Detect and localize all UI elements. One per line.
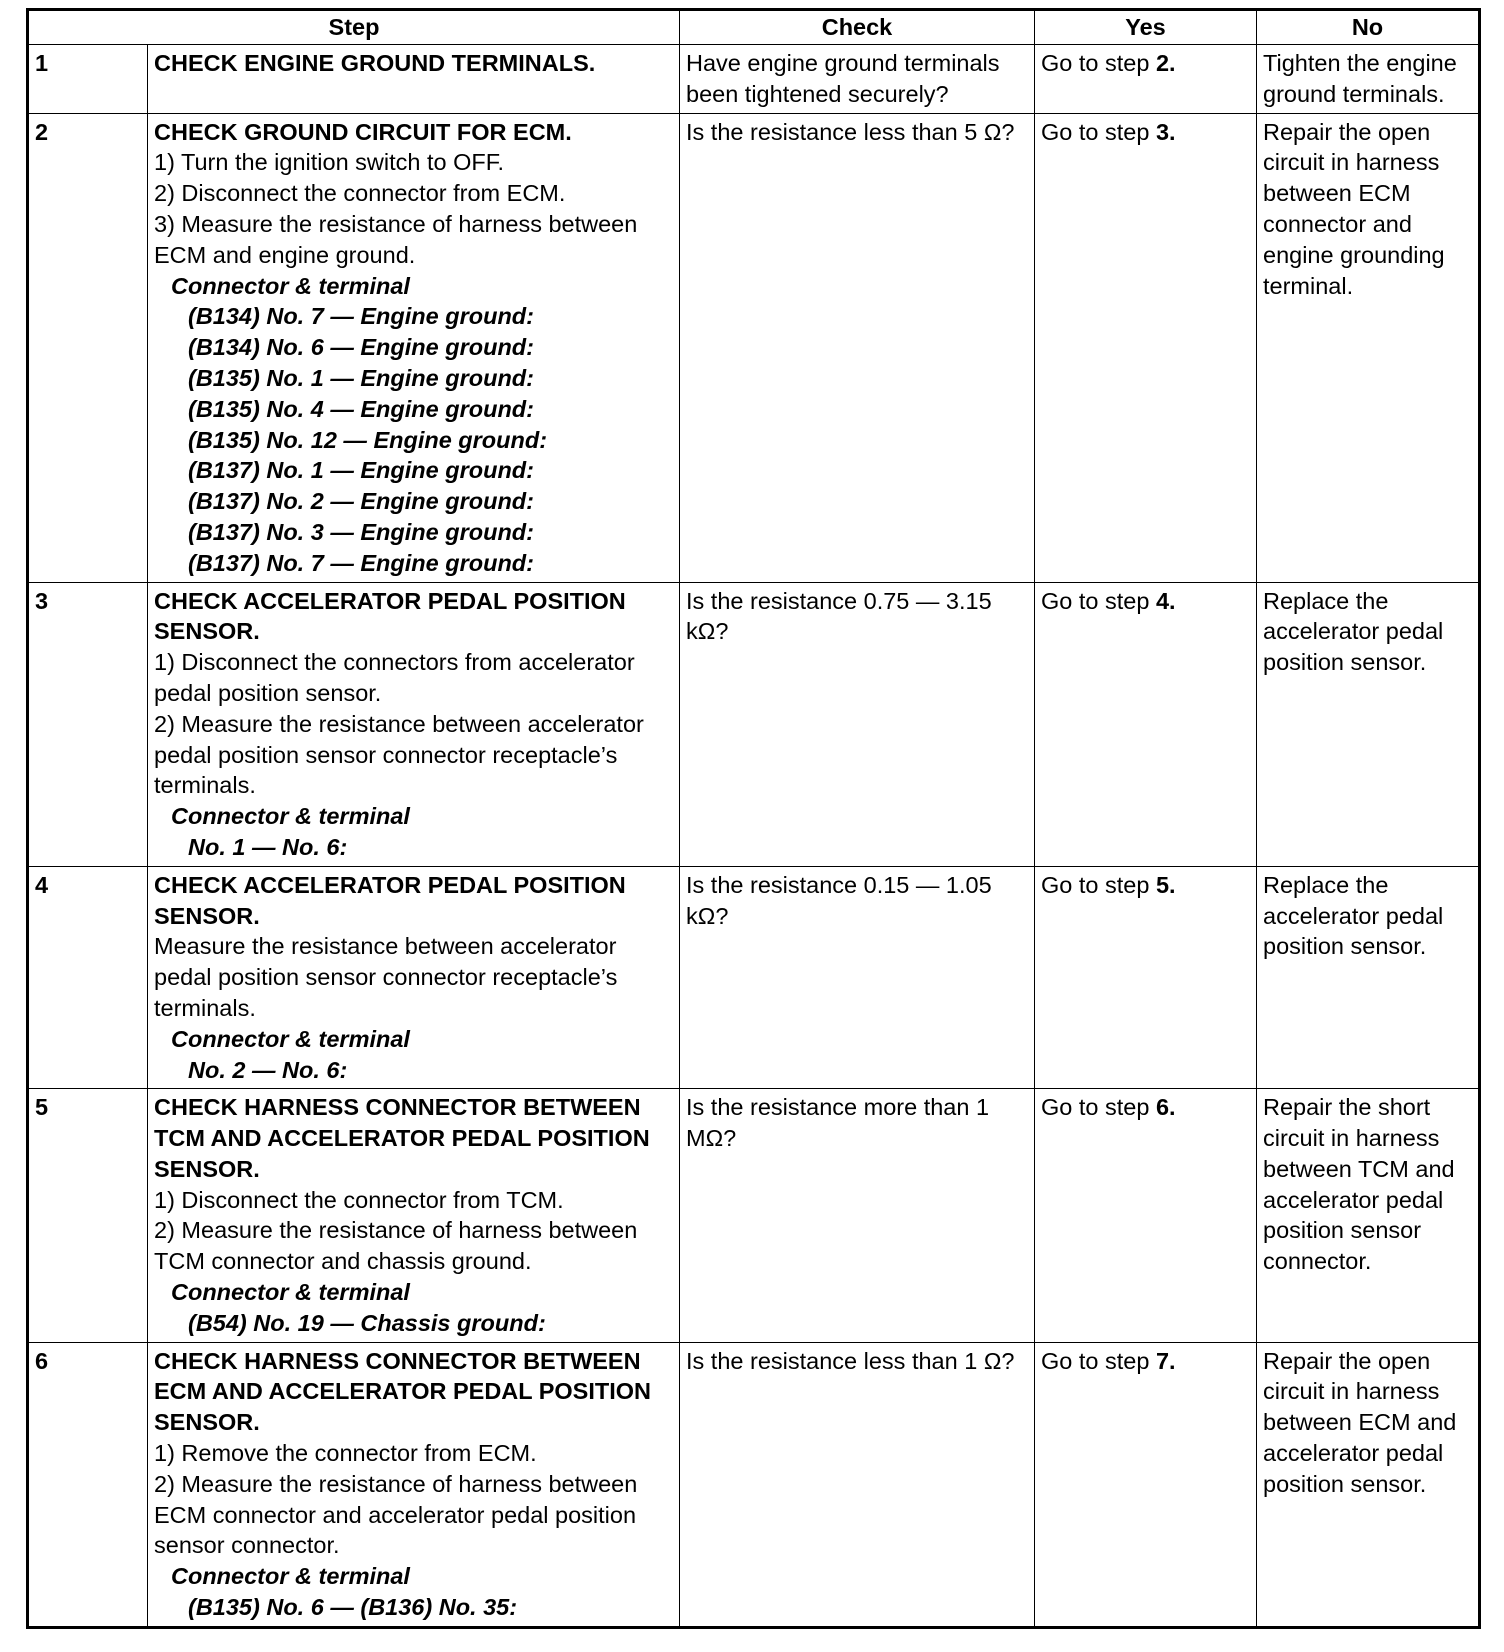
step-number: 5 xyxy=(28,1089,148,1342)
terminal-spec: No. 1 — No. 6: xyxy=(188,833,348,860)
no-action: Repair the short circuit in harness between TCM and accelerator pedal position sensor connector. xyxy=(1257,1089,1480,1342)
terminal-spec: (B137) No. 1 — Engine ground: xyxy=(188,457,534,484)
step-description xyxy=(148,113,680,582)
table-row xyxy=(28,45,1480,114)
step-title: CHECK GROUND CIRCUIT FOR ECM. xyxy=(154,118,572,145)
yes-action xyxy=(1035,45,1257,114)
step-instruction: 2) Measure the resistance of harness between TCM connector and chassis ground. xyxy=(154,1217,638,1275)
terminal-spec: (B137) No. 2 — Engine ground: xyxy=(188,488,534,515)
header-no: No xyxy=(1257,10,1480,45)
header-check: Check xyxy=(680,10,1035,45)
step-title: CHECK ACCELERATOR PEDAL POSITION SENSOR. xyxy=(154,871,626,929)
terminal-spec: (B135) No. 12 — Engine ground: xyxy=(188,426,548,453)
no-action: Repair the open circuit in harness between ECM connector and engine grounding terminal. xyxy=(1257,113,1480,582)
yes-step-number: 7. xyxy=(1155,1347,1176,1374)
connector-heading: Connector & terminal xyxy=(171,272,410,299)
check-question: Have engine ground terminals been tightened securely? xyxy=(680,45,1035,114)
yes-prefix: Go to step xyxy=(1041,587,1150,614)
no-action: Replace the accelerator pedal position sensor. xyxy=(1257,582,1480,866)
yes-step-number: 4. xyxy=(1155,587,1176,614)
terminal-spec: (B137) No. 3 — Engine ground: xyxy=(188,518,534,545)
yes-step-number: 2. xyxy=(1155,50,1176,76)
header-row xyxy=(28,10,1480,45)
step-title: CHECK ENGINE GROUND TERMINALS. xyxy=(154,50,596,76)
yes-action xyxy=(1035,866,1257,1089)
terminal-spec: (B54) No. 19 — Chassis ground: xyxy=(188,1309,546,1336)
step-title: CHECK ACCELERATOR PEDAL POSITION SENSOR. xyxy=(154,587,626,645)
step-description xyxy=(148,1342,680,1627)
yes-prefix: Go to step xyxy=(1041,1094,1150,1121)
yes-step-number: 5. xyxy=(1155,871,1176,898)
header-yes: Yes xyxy=(1035,10,1257,45)
step-instruction: 2) Measure the resistance between accelerator pedal position sensor connector receptacle’s terminals. xyxy=(154,710,644,799)
table-row xyxy=(28,1342,1480,1627)
yes-prefix: Go to step xyxy=(1041,118,1150,145)
yes-step-number: 6. xyxy=(1155,1094,1176,1121)
no-action: Repair the open circuit in harness between ECM and accelerator pedal position sensor. xyxy=(1257,1342,1480,1627)
yes-prefix: Go to step xyxy=(1041,871,1150,898)
terminal-spec: (B137) No. 7 — Engine ground: xyxy=(188,549,534,576)
header-step: Step xyxy=(28,10,680,45)
table-row xyxy=(28,582,1480,866)
step-number: 2 xyxy=(28,113,148,582)
yes-step-number: 3. xyxy=(1155,118,1176,145)
step-title: CHECK HARNESS CONNECTOR BETWEEN TCM AND ACCELERATOR PEDAL POSITION SENSOR. xyxy=(154,1094,650,1182)
step-instruction: 1) Disconnect the connector from TCM. xyxy=(154,1186,564,1213)
check-question: Is the resistance less than 5 Ω? xyxy=(680,113,1035,582)
yes-prefix: Go to step xyxy=(1041,50,1150,76)
table-row xyxy=(28,1089,1480,1342)
yes-action xyxy=(1035,1342,1257,1627)
yes-action xyxy=(1035,113,1257,582)
no-action: Replace the accelerator pedal position sensor. xyxy=(1257,866,1480,1089)
terminal-spec: No. 2 — No. 6: xyxy=(188,1056,348,1083)
yes-action xyxy=(1035,582,1257,866)
step-description xyxy=(148,1089,680,1342)
connector-heading: Connector & terminal xyxy=(171,803,410,830)
step-description xyxy=(148,866,680,1089)
step-instruction: 2) Disconnect the connector from ECM. xyxy=(154,180,566,207)
terminal-spec: (B135) No. 4 — Engine ground: xyxy=(188,395,534,422)
connector-heading: Connector & terminal xyxy=(171,1025,410,1052)
step-instruction: 2) Measure the resistance of harness between ECM connector and accelerator pedal position sensor connector. xyxy=(154,1470,638,1559)
terminal-spec: (B135) No. 6 — (B136) No. 35: xyxy=(188,1594,518,1621)
table-row xyxy=(28,113,1480,582)
check-question: Is the resistance 0.75 — 3.15 kΩ? xyxy=(680,582,1035,866)
table-row xyxy=(28,866,1480,1089)
check-question: Is the resistance less than 1 Ω? xyxy=(680,1342,1035,1627)
no-action: Tighten the engine ground terminals. xyxy=(1257,45,1480,114)
step-description xyxy=(148,45,680,114)
step-description xyxy=(148,582,680,866)
step-instruction: Measure the resistance between accelerator pedal position sensor connector receptacle’s terminals. xyxy=(154,933,618,1021)
step-number: 1 xyxy=(28,45,148,114)
step-number: 6 xyxy=(28,1342,148,1627)
step-instruction: 3) Measure the resistance of harness between ECM and engine ground. xyxy=(154,210,638,268)
step-instruction: 1) Remove the connector from ECM. xyxy=(154,1440,537,1467)
check-question: Is the resistance more than 1 MΩ? xyxy=(680,1089,1035,1342)
connector-heading: Connector & terminal xyxy=(171,1563,410,1590)
diagnostic-table xyxy=(26,8,1481,1629)
step-instruction: 1) Turn the ignition switch to OFF. xyxy=(154,149,505,176)
connector-heading: Connector & terminal xyxy=(171,1279,410,1306)
yes-action xyxy=(1035,1089,1257,1342)
step-title: CHECK HARNESS CONNECTOR BETWEEN ECM AND ACCELERATOR PEDAL POSITION SENSOR. xyxy=(154,1347,652,1436)
yes-prefix: Go to step xyxy=(1041,1347,1150,1374)
terminal-spec: (B134) No. 7 — Engine ground: xyxy=(188,303,534,330)
step-number: 4 xyxy=(28,866,148,1089)
check-question: Is the resistance 0.15 — 1.05 kΩ? xyxy=(680,866,1035,1089)
step-instruction: 1) Disconnect the connectors from accelerator pedal position sensor. xyxy=(154,649,635,706)
terminal-spec: (B134) No. 6 — Engine ground: xyxy=(188,334,534,361)
step-number: 3 xyxy=(28,582,148,866)
terminal-spec: (B135) No. 1 — Engine ground: xyxy=(188,364,534,391)
